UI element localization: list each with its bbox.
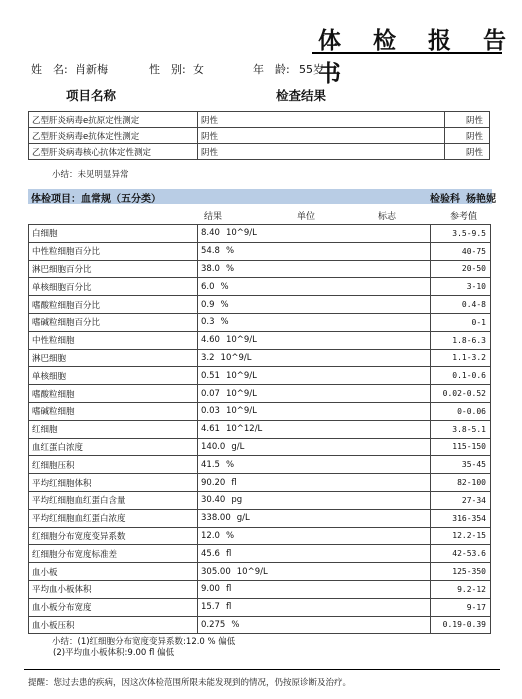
result-value: 8.40 xyxy=(201,228,220,239)
reference-range: 0.1-0.6 xyxy=(431,367,491,385)
reference-range: 3-10 xyxy=(431,278,491,296)
result-unit: 10^12/L xyxy=(225,424,263,435)
test-name: 平均红细胞体积 xyxy=(29,474,198,492)
sex-label: 性 别: xyxy=(149,63,186,76)
result-value: 338.00 xyxy=(201,513,231,524)
test-result xyxy=(198,367,431,385)
summary-cbc xyxy=(52,637,235,659)
test-name: 红细胞分布宽度标准差 xyxy=(29,545,198,563)
footer-note: 提醒：您过去患的疾病，因这次体检范围所限未能发现到的情况，仍按原诊断及治疗。 xyxy=(28,678,352,688)
result-value: 4.61 xyxy=(201,424,220,435)
reference-range: 0.02-0.52 xyxy=(431,385,491,403)
result-unit: % xyxy=(225,246,235,257)
reference-range: 0-1 xyxy=(431,313,491,331)
table-row xyxy=(29,225,491,243)
reference-range: 3.5-9.5 xyxy=(431,225,491,243)
reference-range: 316-354 xyxy=(431,509,491,527)
test-name: 嗜酸粒细胞 xyxy=(29,385,198,403)
test-name: 嗜碱粒细胞百分比 xyxy=(29,313,198,331)
test-name: 嗜碱粒细胞 xyxy=(29,402,198,420)
reference-range: 0.4-8 xyxy=(431,296,491,314)
test-name: 单核细胞百分比 xyxy=(29,278,198,296)
test-result xyxy=(198,616,431,634)
table-row xyxy=(29,456,491,474)
test-name: 血小板压积 xyxy=(29,616,198,634)
test-result xyxy=(198,278,431,296)
result-value: 90.20 xyxy=(201,477,226,488)
reference-range: 0-0.06 xyxy=(431,402,491,420)
test-result xyxy=(198,545,431,563)
table-row xyxy=(29,438,491,456)
col-flag: 标志 xyxy=(378,212,397,222)
test-name: 血小板分布宽度 xyxy=(29,598,198,616)
test-name: 平均血小板体积 xyxy=(29,580,198,598)
test-result xyxy=(198,527,431,545)
reference-range: 40-75 xyxy=(431,242,491,260)
footer-rule xyxy=(24,669,500,670)
table-row xyxy=(29,616,491,634)
result-value: 41.5 xyxy=(201,459,220,470)
result-value: 0.07 xyxy=(201,388,220,399)
result-value: 0.3 xyxy=(201,317,215,328)
test-name: 单核细胞 xyxy=(29,367,198,385)
result-unit: % xyxy=(225,263,235,274)
reference-range: 12.2-15 xyxy=(431,527,491,545)
cbc-table xyxy=(28,224,491,634)
test-name: 红细胞 xyxy=(29,420,198,438)
reference-range: 9.2-12 xyxy=(431,580,491,598)
test-name: 血红蛋白浓度 xyxy=(29,438,198,456)
result-unit: 10^9/L xyxy=(225,388,257,399)
test-name: 红细胞压积 xyxy=(29,456,198,474)
title-rule xyxy=(312,52,502,54)
name-label: 姓 名: xyxy=(31,63,68,76)
test-result xyxy=(198,225,431,243)
reference-range: 3.8-5.1 xyxy=(431,420,491,438)
result-value: 3.2 xyxy=(201,352,215,363)
test-name: 嗜酸粒细胞百分比 xyxy=(29,296,198,314)
test-name: 淋巴细胞百分比 xyxy=(29,260,198,278)
test-flag: 阴性 xyxy=(445,128,490,144)
table-row xyxy=(29,349,491,367)
patient-name: 肖新梅 xyxy=(75,63,108,76)
result-unit: % xyxy=(220,299,229,310)
test-name: 平均红细胞血红蛋白浓度 xyxy=(29,509,198,527)
test-name: 乙型肝炎病毒e抗原定性测定 xyxy=(29,112,198,128)
test-name: 红细胞分布宽度变异系数 xyxy=(29,527,198,545)
result-unit: 10^9/L xyxy=(220,352,252,363)
reference-range: 1.1-3.2 xyxy=(431,349,491,367)
result-value: 140.0 xyxy=(201,441,226,452)
test-value: 阴性 xyxy=(198,144,445,160)
table-row xyxy=(29,491,491,509)
result-unit: 10^9/L xyxy=(225,228,257,239)
result-value: 15.7 xyxy=(201,602,220,613)
test-result xyxy=(198,242,431,260)
result-value: 0.03 xyxy=(201,406,220,417)
table-row xyxy=(29,112,490,128)
result-value: 0.275 xyxy=(201,619,226,630)
reference-range: 35-45 xyxy=(431,456,491,474)
test-result xyxy=(198,402,431,420)
test-result xyxy=(198,474,431,492)
section-title: 体检项目：血常规（五分类） xyxy=(31,194,161,205)
result-unit: 10^9/L xyxy=(225,406,257,417)
test-result xyxy=(198,491,431,509)
result-unit: g/L xyxy=(231,441,245,452)
test-name: 平均红细胞血红蛋白含量 xyxy=(29,491,198,509)
reference-range: 1.8-6.3 xyxy=(431,331,491,349)
test-flag: 阴性 xyxy=(445,144,490,160)
test-result xyxy=(198,580,431,598)
reference-range: 9-17 xyxy=(431,598,491,616)
test-name: 血小板 xyxy=(29,563,198,581)
result-unit: % xyxy=(225,530,235,541)
item-header: 项目名称 xyxy=(66,88,117,103)
test-name: 淋巴细胞 xyxy=(29,349,198,367)
table-row xyxy=(29,331,491,349)
table-row xyxy=(29,242,491,260)
table-row xyxy=(29,367,491,385)
col-result: 结果 xyxy=(204,212,223,222)
test-result xyxy=(198,456,431,474)
result-unit: % xyxy=(220,281,229,292)
table-row xyxy=(29,260,491,278)
result-unit: % xyxy=(225,459,235,470)
age-label: 年 龄: xyxy=(253,63,290,76)
result-header: 检查结果 xyxy=(276,88,327,103)
test-result xyxy=(198,598,431,616)
result-value: 12.0 xyxy=(201,530,220,541)
hepatitis-table xyxy=(28,111,490,160)
test-name: 乙型肝炎病毒核心抗体定性测定 xyxy=(29,144,198,160)
result-unit: 10^9/L xyxy=(225,335,257,346)
table-row xyxy=(29,144,490,160)
result-unit: 10^9/L xyxy=(225,370,257,381)
col-unit: 单位 xyxy=(297,212,316,222)
reference-range: 42-53.6 xyxy=(431,545,491,563)
result-unit: % xyxy=(220,317,229,328)
result-unit: fl xyxy=(225,602,232,613)
test-value: 阴性 xyxy=(198,128,445,144)
result-value: 0.9 xyxy=(201,299,215,310)
patient-age: 55岁 xyxy=(299,63,324,76)
result-value: 4.60 xyxy=(201,335,220,346)
test-result xyxy=(198,296,431,314)
result-unit: fl xyxy=(225,548,232,559)
test-result xyxy=(198,438,431,456)
result-value: 305.00 xyxy=(201,566,231,577)
result-unit: % xyxy=(231,619,240,630)
test-result xyxy=(198,331,431,349)
test-result xyxy=(198,349,431,367)
reference-range: 27-34 xyxy=(431,491,491,509)
table-row xyxy=(29,385,491,403)
test-result xyxy=(198,260,431,278)
section-dept: 检验科 xyxy=(430,194,460,205)
summary-line: (2)平均血小板体积:9.00 fl 偏低 xyxy=(53,648,175,658)
reference-range: 82-100 xyxy=(431,474,491,492)
summary-line: 小结：(1)红细胞分布宽度变异系数:12.0 % 偏低 xyxy=(52,637,236,647)
test-name: 中性粒细胞 xyxy=(29,331,198,349)
result-unit: 10^9/L xyxy=(236,566,268,577)
result-value: 45.6 xyxy=(201,548,220,559)
table-row xyxy=(29,527,491,545)
result-value: 54.8 xyxy=(201,246,220,257)
reference-range: 115-150 xyxy=(431,438,491,456)
result-value: 6.0 xyxy=(201,281,215,292)
reference-range: 20-50 xyxy=(431,260,491,278)
reference-range: 125-350 xyxy=(431,563,491,581)
table-row xyxy=(29,474,491,492)
report-title: 体 检 报 告 书 xyxy=(318,27,519,87)
table-row xyxy=(29,598,491,616)
result-value: 9.00 xyxy=(201,584,220,595)
table-row xyxy=(29,420,491,438)
result-unit: g/L xyxy=(236,513,250,524)
table-row xyxy=(29,313,491,331)
result-unit: pg xyxy=(231,495,243,506)
test-result xyxy=(198,313,431,331)
test-value: 阴性 xyxy=(198,112,445,128)
result-value: 38.0 xyxy=(201,263,220,274)
patient-sex: 女 xyxy=(193,63,204,76)
result-unit: fl xyxy=(225,584,232,595)
result-value: 30.40 xyxy=(201,495,226,506)
result-unit: fl xyxy=(231,477,237,488)
section-doctor: 杨艳妮 xyxy=(466,194,496,205)
test-result xyxy=(198,420,431,438)
reference-range: 0.19-0.39 xyxy=(431,616,491,634)
section-header xyxy=(28,189,496,205)
test-name: 中性粒细胞百分比 xyxy=(29,242,198,260)
col-ref: 参考值 xyxy=(450,212,478,222)
test-result xyxy=(198,385,431,403)
test-result xyxy=(198,563,431,581)
table-row xyxy=(29,509,491,527)
table-row xyxy=(29,545,491,563)
table-row xyxy=(29,278,491,296)
table-row xyxy=(29,128,490,144)
table-row xyxy=(29,580,491,598)
table-row xyxy=(29,296,491,314)
table-row xyxy=(29,563,491,581)
table-row xyxy=(29,402,491,420)
test-flag: 阴性 xyxy=(445,112,490,128)
test-name: 乙型肝炎病毒e抗体定性测定 xyxy=(29,128,198,144)
test-name: 白细胞 xyxy=(29,225,198,243)
result-value: 0.51 xyxy=(201,370,220,381)
test-result xyxy=(198,509,431,527)
summary-hepatitis: 小结：未见明显异常 xyxy=(52,170,129,180)
